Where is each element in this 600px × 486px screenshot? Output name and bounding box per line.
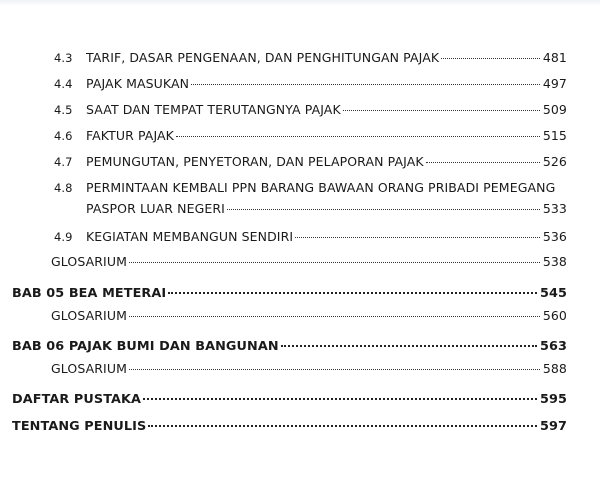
section-number: 4.6 bbox=[54, 129, 73, 143]
toc-entry-4-7 bbox=[54, 154, 567, 170]
dot-leader bbox=[191, 84, 540, 85]
toc-entry-glosarium-5 bbox=[51, 308, 567, 323]
toc-entry-glosarium-4 bbox=[51, 254, 567, 269]
toc-entry-4-8 bbox=[54, 180, 567, 216]
dot-leader bbox=[129, 369, 540, 370]
section-number: 4.8 bbox=[54, 181, 73, 195]
page-number: 588 bbox=[542, 361, 567, 376]
toc-entry-4-5 bbox=[54, 102, 567, 118]
dot-leader bbox=[441, 58, 540, 59]
section-number: 4.3 bbox=[54, 51, 73, 65]
dot-leader bbox=[227, 209, 540, 210]
page-number: 526 bbox=[542, 154, 567, 169]
page-number: 509 bbox=[542, 102, 567, 117]
section-title: KEGIATAN MEMBANGUN SENDIRI bbox=[86, 229, 294, 244]
page-number: 538 bbox=[542, 254, 567, 269]
dot-leader bbox=[168, 292, 537, 294]
section-title: GLOSARIUM bbox=[51, 308, 127, 323]
section-number: 4.4 bbox=[54, 77, 73, 91]
section-title: SAAT DAN TEMPAT TERUTANGNYA PAJAK bbox=[86, 102, 341, 117]
section-number: 4.7 bbox=[54, 155, 73, 169]
toc-entry-4-4 bbox=[54, 76, 567, 92]
section-title: PEMUNGUTAN, PENYETORAN, DAN PELAPORAN PAJAK bbox=[86, 154, 424, 169]
page-number: 563 bbox=[539, 339, 567, 354]
page-number: 481 bbox=[542, 50, 567, 65]
dot-leader bbox=[129, 316, 540, 317]
toc-entry-glosarium-6 bbox=[51, 361, 567, 376]
section-title-line2: PASPOR LUAR NEGERI bbox=[86, 201, 225, 216]
dot-leader bbox=[343, 110, 540, 111]
toc-entry-4-6 bbox=[54, 128, 567, 144]
section-title: PAJAK MASUKAN bbox=[86, 76, 190, 91]
page-number: 533 bbox=[542, 201, 567, 216]
page-number: 560 bbox=[542, 308, 567, 323]
page-number: 536 bbox=[542, 229, 567, 244]
chapter-title: TENTANG PENULIS bbox=[12, 419, 147, 434]
dot-leader bbox=[426, 162, 540, 163]
section-number: 4.5 bbox=[54, 103, 73, 117]
section-number: 4.9 bbox=[54, 230, 73, 244]
toc-entry-4-9 bbox=[54, 229, 567, 245]
toc-entry-bab-06 bbox=[12, 339, 567, 354]
section-title-line1: PERMINTAAN KEMBALI PPN BARANG BAWAAN ORANG PRIBADI PEMEGANG bbox=[86, 180, 556, 195]
entry-first-line bbox=[54, 180, 567, 196]
toc-entry-bab-05 bbox=[12, 286, 567, 301]
dot-leader bbox=[129, 262, 540, 263]
dot-leader bbox=[295, 237, 540, 238]
toc-entry-tentang-penulis bbox=[12, 419, 567, 434]
dot-leader bbox=[148, 425, 537, 427]
page-number: 545 bbox=[539, 286, 567, 301]
chapter-title: DAFTAR PUSTAKA bbox=[12, 392, 142, 407]
page-number: 515 bbox=[542, 128, 567, 143]
toc-entry-daftar-pustaka bbox=[12, 392, 567, 407]
section-title: TARIF, DASAR PENGENAAN, DAN PENGHITUNGAN PAJAK bbox=[86, 50, 440, 65]
page-number: 597 bbox=[539, 419, 567, 434]
section-title: GLOSARIUM bbox=[51, 254, 127, 269]
page-number: 595 bbox=[539, 392, 567, 407]
section-title: GLOSARIUM bbox=[51, 361, 127, 376]
entry-second-line bbox=[54, 201, 567, 216]
toc-entry-4-3 bbox=[54, 50, 567, 66]
dot-leader bbox=[281, 345, 537, 347]
chapter-title: BAB 05 BEA METERAI bbox=[12, 286, 167, 301]
page-number: 497 bbox=[542, 76, 567, 91]
section-title: FAKTUR PAJAK bbox=[86, 128, 174, 143]
dot-leader bbox=[176, 136, 540, 137]
dot-leader bbox=[143, 398, 537, 400]
chapter-title: BAB 06 PAJAK BUMI DAN BANGUNAN bbox=[12, 339, 279, 354]
